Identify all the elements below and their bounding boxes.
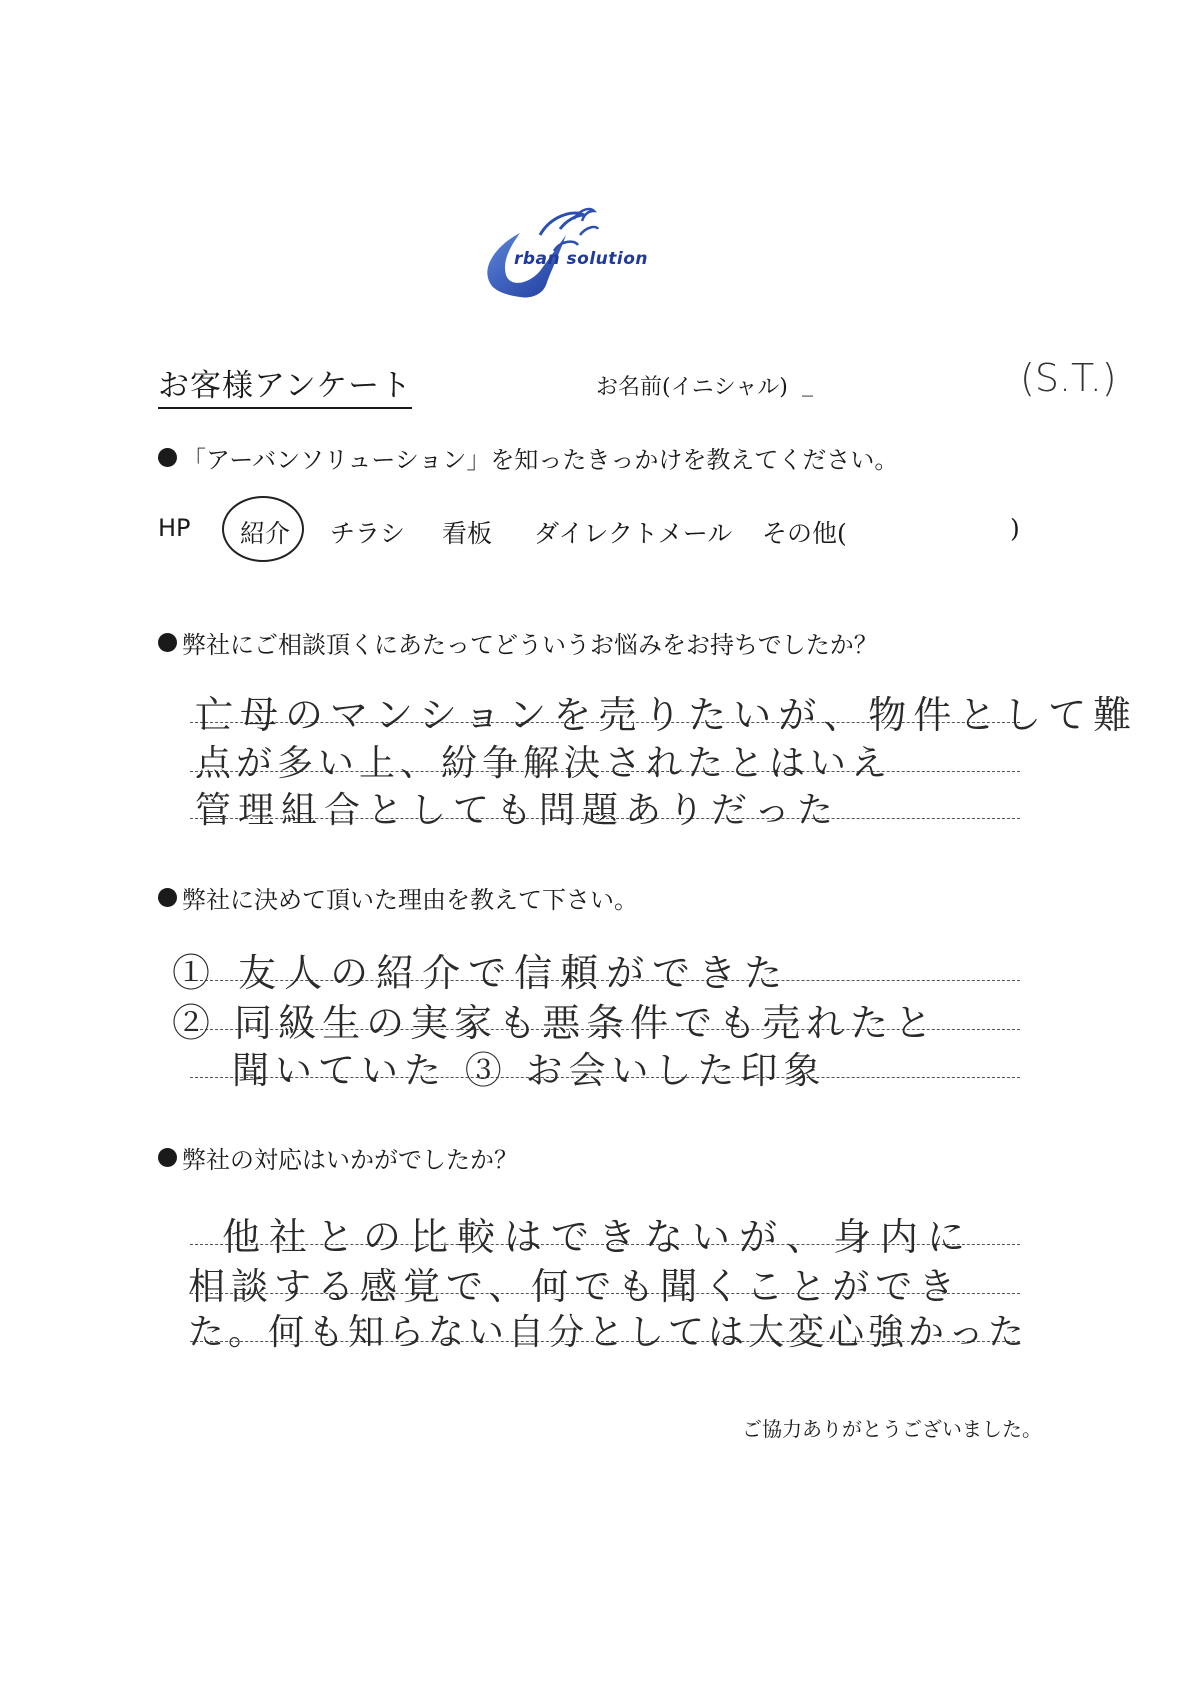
question-3 bbox=[158, 880, 638, 915]
bullet-icon bbox=[158, 448, 177, 467]
question-1 bbox=[158, 440, 898, 475]
answer-2-line-2[interactable]: 点が多い上、紛争解決されたとはいえ bbox=[195, 743, 893, 784]
answer-3-line-1[interactable]: ① 友人の紹介で信頼ができた bbox=[172, 951, 791, 995]
option-signboard[interactable]: 看板 bbox=[442, 519, 493, 548]
logo-text: rban solution bbox=[514, 249, 649, 269]
name-label: お名前(イニシャル) bbox=[596, 375, 788, 400]
question-4 bbox=[158, 1140, 518, 1175]
answer-4-line-1[interactable]: 他社との比較はできないが、身内に bbox=[222, 1215, 975, 1259]
option-referral[interactable]: 紹介 bbox=[240, 519, 291, 548]
bullet-icon bbox=[158, 1148, 177, 1167]
question-2 bbox=[158, 625, 878, 660]
answer-2-line-3[interactable]: 管理組合としても問題ありだった bbox=[195, 790, 841, 831]
answer-2-line-1[interactable]: 亡母のマンションを売りたいが、物件として難 bbox=[195, 693, 1139, 737]
option-direct-mail[interactable]: ダイレクトメール bbox=[534, 519, 733, 548]
thank-you-note: ご協力ありがとうございました。 bbox=[742, 1417, 1042, 1441]
survey-title: お客様アンケート bbox=[158, 360, 412, 409]
name-underscore: _ bbox=[802, 372, 813, 397]
answer-3-line-3[interactable]: 聞いていた ③ お会いした印象 bbox=[232, 1049, 827, 1092]
urban-solution-logo bbox=[480, 195, 710, 305]
answer-4-line-2[interactable]: 相談する感覚で、何でも聞くことができ bbox=[188, 1265, 962, 1308]
name-initials-field[interactable]: (S.T.) bbox=[1020, 356, 1117, 400]
question-4-text: 弊社の対応はいかがでしたか？ bbox=[182, 1146, 518, 1174]
question-1-text: 「アーバンソリューション」を知ったきっかけを教えてください。 bbox=[182, 446, 899, 474]
option-hp[interactable]: HP bbox=[158, 514, 191, 542]
answer-3-line-2[interactable]: ② 同級生の実家も悪条件でも売れたと bbox=[172, 1001, 939, 1045]
bullet-icon bbox=[158, 633, 177, 652]
answer-4-line-3[interactable]: た。何も知らない自分としては大変心強かった bbox=[188, 1312, 1029, 1353]
question-3-text: 弊社に決めて頂いた理由を教えて下さい。 bbox=[182, 886, 638, 914]
option-flyer[interactable]: チラシ bbox=[330, 519, 406, 548]
question-2-text: 弊社にご相談頂くにあたってどういうお悩みをお持ちでしたか？ bbox=[182, 631, 878, 659]
option-other-close-paren: ) bbox=[1010, 514, 1020, 543]
option-other[interactable]: その他( bbox=[762, 519, 847, 548]
bullet-icon bbox=[158, 888, 177, 907]
